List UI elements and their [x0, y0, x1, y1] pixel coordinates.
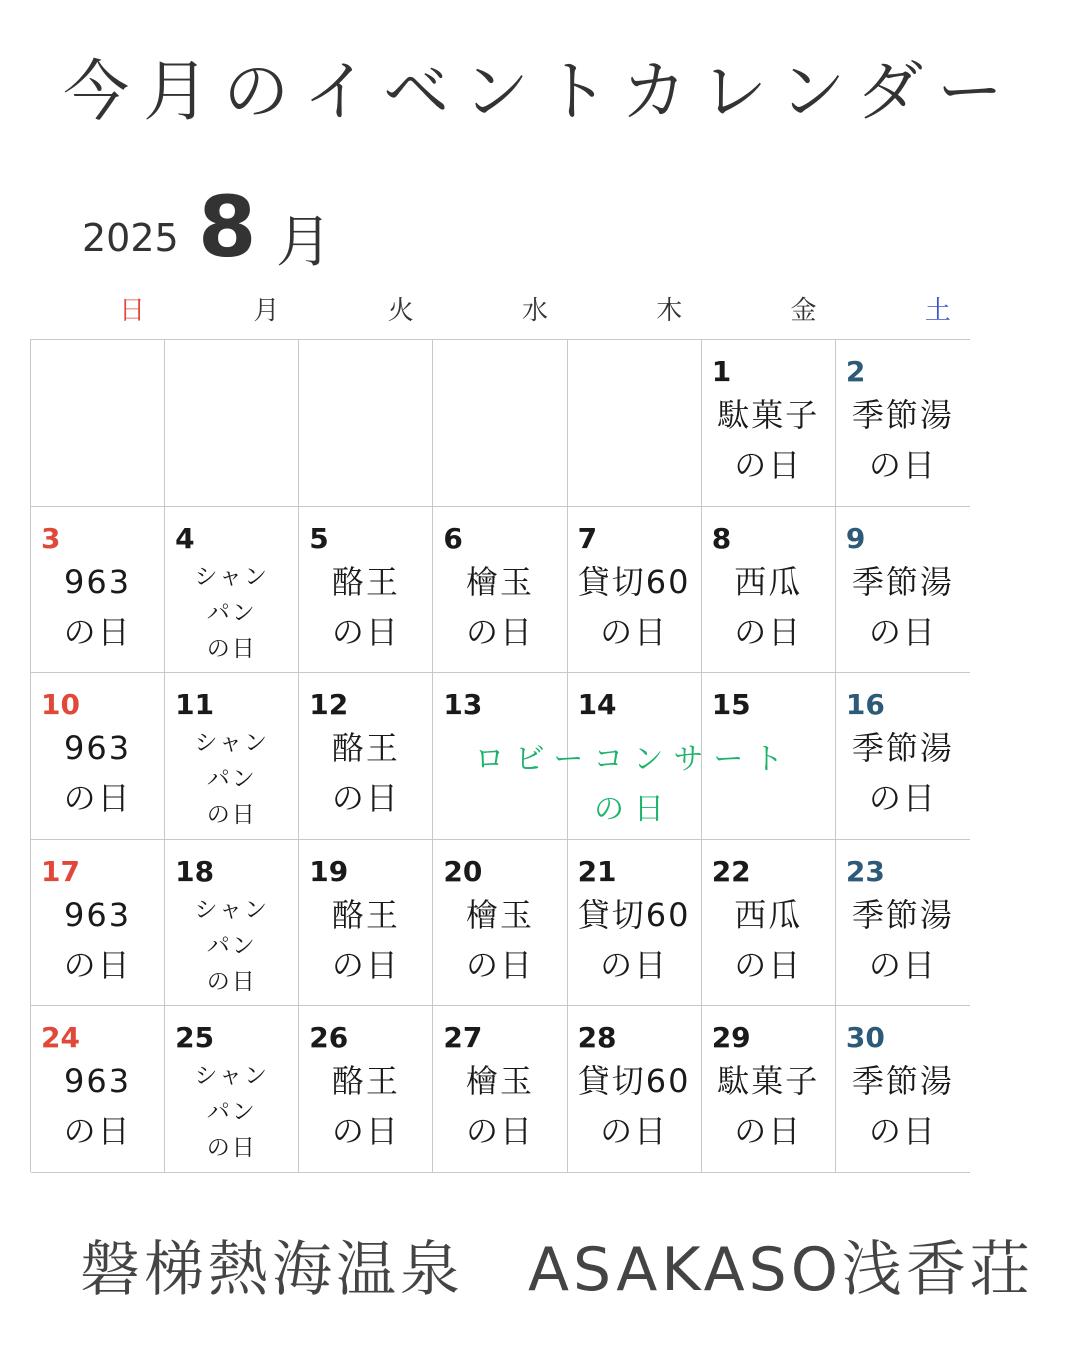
calendar-day-cell [299, 1006, 433, 1173]
calendar-day-cell [299, 673, 433, 840]
day-event [31, 723, 164, 823]
month-unit: 月 [276, 210, 332, 275]
event-line: シャン [194, 730, 269, 757]
event-line: 駄菓子 [717, 396, 820, 434]
day-number: 30 [845, 1021, 885, 1055]
day-event [836, 890, 970, 990]
weekday-header [30, 290, 970, 327]
day-event [702, 390, 835, 490]
event-line: 963 [64, 562, 132, 601]
event-line: の日 [600, 612, 669, 651]
event-line: の日 [331, 1112, 400, 1151]
day-number: 9 [845, 521, 866, 555]
day-event [31, 1056, 164, 1156]
day-event [568, 890, 701, 990]
day-number: 2 [845, 355, 866, 388]
calendar-day-cell [568, 340, 702, 507]
event-line: 貸切60 [577, 1062, 691, 1101]
event-line: の日 [63, 779, 132, 818]
day-event [165, 892, 298, 1000]
day-number: 5 [309, 521, 329, 555]
day-number: 6 [443, 521, 463, 555]
day-number: 19 [309, 854, 349, 888]
event-line: の日 [465, 945, 534, 984]
day-number: 16 [845, 688, 885, 722]
event-line: の日 [734, 945, 803, 984]
day-number: 29 [711, 1021, 751, 1055]
event-line: の日 [868, 779, 937, 818]
event-line: パン [206, 932, 257, 959]
day-event [836, 557, 970, 657]
day-number: 24 [41, 1021, 80, 1055]
event-line: 貸切60 [577, 895, 691, 934]
calendar-day-cell [702, 507, 836, 674]
weekday-sunday: 日 [119, 296, 146, 326]
day-number: 3 [41, 521, 61, 555]
lobby-event-line2: の日 [594, 792, 674, 827]
calendar-week-row [31, 840, 970, 1007]
event-line: の日 [63, 945, 132, 984]
page-title: 今月のイベントカレンダー [63, 53, 1017, 130]
calendar-day-cell [31, 507, 165, 674]
event-line: 駄菓子 [717, 1062, 820, 1101]
event-line: 963 [64, 1062, 132, 1101]
weekday-wednesday: 水 [521, 296, 548, 326]
event-line: 酪王 [331, 729, 400, 768]
event-line: パン [206, 599, 257, 626]
event-line: 季節湯 [851, 895, 954, 934]
calendar-day-cell [165, 340, 299, 507]
calendar-day-cell [299, 840, 433, 1007]
day-number: 28 [577, 1021, 617, 1055]
event-line: の日 [734, 446, 803, 484]
day-number: 4 [175, 521, 195, 555]
day-number: 18 [175, 854, 215, 888]
event-line: 酪王 [331, 1062, 400, 1101]
calendar-day-cell [433, 1006, 567, 1173]
day-number: 23 [845, 854, 885, 888]
weekday-saturday: 土 [924, 296, 951, 326]
calendar-day-cell [836, 1006, 970, 1173]
event-line: 季節湯 [851, 1062, 954, 1101]
event-line: の日 [206, 1135, 257, 1162]
calendar-day-cell [31, 340, 165, 507]
day-event [299, 557, 432, 657]
day-number: 10 [41, 688, 80, 722]
day-event [31, 890, 164, 990]
day-number: 8 [711, 521, 732, 555]
day-event [568, 1056, 701, 1156]
event-line: シャン [194, 896, 269, 923]
event-line: の日 [331, 779, 400, 818]
day-number: 14 [577, 688, 617, 722]
day-number: 22 [711, 854, 751, 888]
event-line: 季節湯 [851, 562, 954, 601]
event-line: 檜玉 [465, 1062, 534, 1101]
day-event [702, 557, 835, 657]
calendar-day-cell [568, 507, 702, 674]
event-line: の日 [868, 446, 937, 484]
day-event [702, 890, 835, 990]
weekday-tuesday: 火 [387, 296, 414, 326]
event-line: 檜玉 [465, 562, 534, 601]
calendar-day-cell [299, 507, 433, 674]
calendar-day-cell [836, 340, 970, 507]
event-line: パン [206, 766, 257, 793]
day-event [433, 557, 566, 657]
calendar-day-cell [165, 673, 299, 840]
day-event [433, 1056, 566, 1156]
calendar-day-cell [568, 1006, 702, 1173]
calendar-week-row [31, 507, 970, 674]
event-line: 酪王 [331, 895, 400, 934]
day-event [165, 559, 298, 667]
weekday-monday: 月 [253, 296, 280, 326]
event-line: 963 [64, 729, 132, 768]
calendar-day-cell [702, 840, 836, 1007]
event-line: 貸切60 [577, 562, 691, 601]
event-line: シャン [194, 1063, 269, 1090]
calendar-day-cell [433, 840, 567, 1007]
day-number: 1 [711, 355, 732, 388]
event-line: の日 [600, 945, 669, 984]
calendar-day-cell [702, 1006, 836, 1173]
calendar-day-cell [165, 507, 299, 674]
event-line: の日 [206, 968, 257, 995]
event-line: の日 [465, 1112, 534, 1151]
event-line: の日 [331, 612, 400, 651]
day-number: 25 [175, 1021, 215, 1055]
event-line: の日 [600, 1112, 669, 1151]
event-line: の日 [734, 1112, 803, 1151]
day-event [836, 390, 970, 490]
event-line: 季節湯 [851, 396, 954, 434]
calendar-day-cell [165, 1006, 299, 1173]
calendar-day-cell [165, 840, 299, 1007]
day-number: 12 [309, 688, 349, 722]
calendar-day-cell [836, 507, 970, 674]
day-event [568, 557, 701, 657]
day-number: 20 [443, 854, 483, 888]
calendar-day-cell [433, 507, 567, 674]
event-line: の日 [331, 945, 400, 984]
day-number: 17 [41, 854, 80, 888]
calendar-day-cell [433, 340, 567, 507]
footer-venue: 磐梯熱海温泉 ASAKASO浅香荘 [80, 1235, 1034, 1305]
calendar-week-row [31, 340, 970, 507]
day-event [31, 557, 164, 657]
event-line: 季節湯 [851, 729, 954, 768]
day-number: 26 [309, 1021, 349, 1055]
event-line: の日 [868, 1112, 937, 1151]
event-line: の日 [868, 945, 937, 984]
day-event [299, 890, 432, 990]
calendar-day-cell [568, 840, 702, 1007]
lobby-concert-event [434, 735, 834, 835]
event-line: の日 [206, 802, 257, 829]
day-event [299, 1056, 432, 1156]
day-event [299, 723, 432, 823]
year-label: 2025 [82, 216, 179, 260]
event-line: の日 [63, 1112, 132, 1151]
event-line: の日 [63, 612, 132, 651]
event-line: の日 [868, 612, 937, 651]
day-number: 7 [577, 521, 598, 555]
calendar-day-cell [702, 340, 836, 507]
day-number: 21 [577, 854, 617, 888]
event-line: 酪王 [331, 562, 400, 601]
event-line: 963 [64, 895, 132, 934]
day-number: 11 [175, 688, 215, 722]
day-number: 15 [711, 688, 751, 722]
event-line: 西瓜 [734, 895, 803, 934]
event-line: の日 [465, 612, 534, 651]
day-number: 13 [443, 688, 483, 722]
day-event [165, 725, 298, 833]
month-number: 8 [198, 178, 257, 276]
calendar-day-cell [836, 840, 970, 1007]
weekday-friday: 金 [790, 296, 817, 326]
lobby-event-line1: ロビーコンサート [474, 742, 794, 777]
calendar-day-cell [31, 673, 165, 840]
calendar-day-cell [299, 340, 433, 507]
day-number: 27 [443, 1021, 483, 1055]
day-event [433, 890, 566, 990]
day-event [165, 1058, 298, 1166]
event-line: 西瓜 [734, 562, 803, 601]
event-line: シャン [194, 563, 269, 590]
day-event [702, 1056, 835, 1156]
event-line: パン [206, 1099, 257, 1126]
event-line: 檜玉 [465, 895, 534, 934]
calendar-week-row [31, 1006, 970, 1173]
calendar-day-cell [31, 1006, 165, 1173]
calendar-day-cell [31, 840, 165, 1007]
day-event [836, 723, 970, 823]
event-line: の日 [734, 612, 803, 651]
calendar-day-cell [836, 673, 970, 840]
day-event [836, 1056, 970, 1156]
event-line: の日 [206, 635, 257, 662]
weekday-thursday: 木 [656, 296, 683, 326]
